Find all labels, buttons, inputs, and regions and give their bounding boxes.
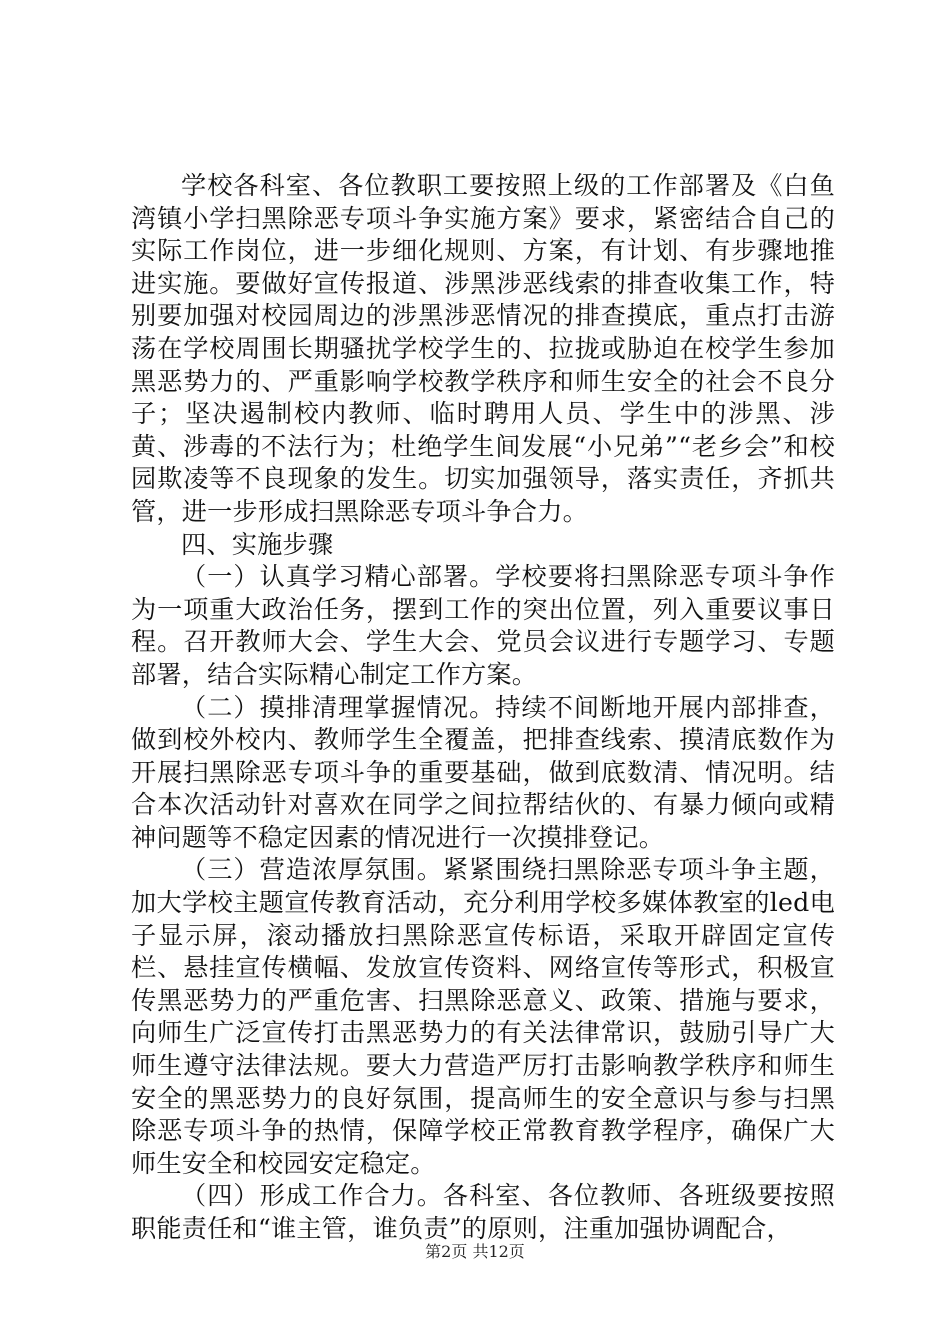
document-body xyxy=(131,170,835,1246)
page-footer: 第2页 共12页 xyxy=(425,1242,525,1261)
step-paragraph-4: （四）形成工作合力。各科室、各位教师、各班级要按照职能责任和“谁主管，谁负责”的原则，注重加强协调配合， xyxy=(131,1181,835,1243)
body-paragraph: 学校各科室、各位教职工要按照上级的工作部署及《白鱼湾镇小学扫黑除恶专项斗争实施方案》要求，紧密结合自己的实际工作岗位，进一步细化规则、方案，有计划、有步骤地推进实施。要做好宣传报道、涉黑涉恶线索的排查收集工作，特别要加强对校园周边的涉黑涉恶情况的排查摸底，重点打击游荡在学校周围长期骚扰学校学生的、拉拢或胁迫在校学生参加黑恶势力的、严重影响学校教学秩序和师生安全的社会不良分子；坚决遏制校内教师、临时聘用人员、学生中的涉黑、涉黄、涉毒的不法行为；杜绝学生间发展“小兄弟”“老乡会”和校园欺凌等不良现象的发生。切实加强领导，落实责任，齐抓共管，进一步形成扫黑除恶专项斗争合力。 xyxy=(131,171,835,526)
step-paragraph-3: （三）营造浓厚氛围。紧紧围绕扫黑除恶专项斗争主题，加大学校主题宣传教育活动，充分利用学校多媒体教室的led电子显示屏，滚动播放扫黑除恶宣传标语，采取开辟固定宣传栏、悬挂宣传横幅、发放宣传资料、网络宣传等形式，积极宣传黑恶势力的严重危害、扫黑除恶意义、政策、措施与要求，向师生广泛宣传打击黑恶势力的有关法律常识，鼓励引导广大师生遵守法律法规。要大力营造严厉打击影响教学秩序和师生安全的黑恶势力的良好氛围，提高师生的安全意识与参与扫黑除恶专项斗争的热情，保障学校正常教育教学程序，确保广大师生安全和校园安定稳定。 xyxy=(131,855,835,1178)
section-heading: 四、实施步骤 xyxy=(181,529,334,559)
step-paragraph-2: （二）摸排清理掌握情况。持续不间断地开展内部排查，做到校外校内、教师学生全覆盖，把排查线索、摸清底数作为开展扫黑除恶专项斗争的重要基础，做到底数清、情况明。结合本次活动针对喜欢在同学之间拉帮结伙的、有暴力倾向或精神问题等不稳定因素的情况进行一次摸排登记。 xyxy=(131,692,835,852)
step-paragraph-1: （一）认真学习精心部署。学校要将扫黑除恶专项斗争作为一项重大政治任务，摆到工作的突出位置，列入重要议事日程。召开教师大会、学生大会、党员会议进行专题学习、专题部署，结合实际精心制定工作方案。 xyxy=(131,562,835,689)
